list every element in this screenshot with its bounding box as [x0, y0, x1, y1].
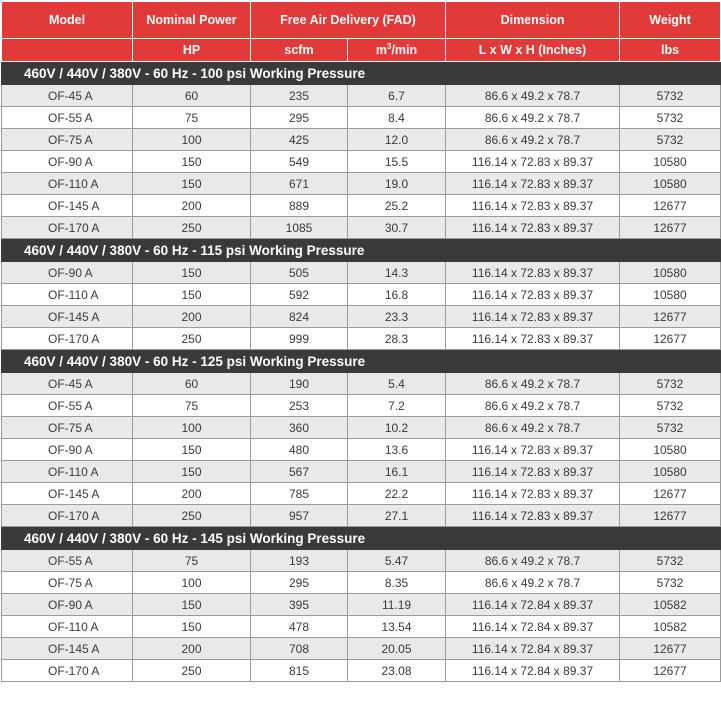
- cell-nominal-power: 150: [133, 461, 251, 483]
- cell-dimension: 116.14 x 72.83 x 89.37: [446, 173, 620, 195]
- cell-m3-min: 16.1: [348, 461, 446, 483]
- unit-model-empty: [2, 39, 133, 62]
- cell-nominal-power: 100: [133, 572, 251, 594]
- cell-weight: 10580: [620, 173, 721, 195]
- cell-scfm: 999: [251, 328, 348, 350]
- spec-table: [1, 1, 721, 682]
- cell-scfm: 567: [251, 461, 348, 483]
- cell-scfm: 253: [251, 395, 348, 417]
- cell-dimension: 116.14 x 72.83 x 89.37: [446, 217, 620, 239]
- table-row: [2, 328, 721, 350]
- cell-weight: 12677: [620, 505, 721, 527]
- cell-m3-min: 8.4: [348, 107, 446, 129]
- cell-scfm: 815: [251, 660, 348, 682]
- cell-m3-min: 30.7: [348, 217, 446, 239]
- cell-weight: 10580: [620, 284, 721, 306]
- cell-model: OF-75 A: [2, 129, 133, 151]
- table-row: [2, 262, 721, 284]
- cell-scfm: 480: [251, 439, 348, 461]
- header-dimension: Dimension: [446, 2, 620, 39]
- cell-m3-min: 15.5: [348, 151, 446, 173]
- table-row: [2, 550, 721, 572]
- cell-weight: 5732: [620, 417, 721, 439]
- cell-nominal-power: 75: [133, 395, 251, 417]
- cell-dimension: 116.14 x 72.83 x 89.37: [446, 284, 620, 306]
- cell-scfm: 295: [251, 107, 348, 129]
- cell-weight: 5732: [620, 129, 721, 151]
- cell-dimension: 116.14 x 72.83 x 89.37: [446, 439, 620, 461]
- cell-nominal-power: 250: [133, 328, 251, 350]
- table-row: [2, 572, 721, 594]
- table-row: [2, 638, 721, 660]
- section-title: 460V / 440V / 380V - 60 Hz - 125 psi Working Pressure: [2, 350, 721, 373]
- table-row: [2, 616, 721, 638]
- cell-dimension: 116.14 x 72.83 x 89.37: [446, 262, 620, 284]
- cell-nominal-power: 250: [133, 505, 251, 527]
- cell-model: OF-110 A: [2, 616, 133, 638]
- cell-dimension: 116.14 x 72.84 x 89.37: [446, 660, 620, 682]
- cell-model: OF-145 A: [2, 306, 133, 328]
- table-row: [2, 217, 721, 239]
- unit-m3-min: [348, 39, 446, 62]
- cell-nominal-power: 200: [133, 483, 251, 505]
- cell-dimension: 86.6 x 49.2 x 78.7: [446, 373, 620, 395]
- cell-scfm: 785: [251, 483, 348, 505]
- cell-m3-min: 8.35: [348, 572, 446, 594]
- cell-nominal-power: 150: [133, 594, 251, 616]
- cell-dimension: 86.6 x 49.2 x 78.7: [446, 550, 620, 572]
- table-row: [2, 195, 721, 217]
- cell-model: OF-75 A: [2, 572, 133, 594]
- cell-nominal-power: 75: [133, 107, 251, 129]
- table-header: [2, 2, 721, 62]
- cell-weight: 10580: [620, 439, 721, 461]
- cell-weight: 10580: [620, 461, 721, 483]
- cell-nominal-power: 250: [133, 217, 251, 239]
- cell-model: OF-90 A: [2, 151, 133, 173]
- cell-dimension: 86.6 x 49.2 x 78.7: [446, 107, 620, 129]
- cell-model: OF-90 A: [2, 439, 133, 461]
- cell-m3-min: 13.6: [348, 439, 446, 461]
- cell-weight: 12677: [620, 638, 721, 660]
- cell-scfm: 193: [251, 550, 348, 572]
- cell-m3-min: 28.3: [348, 328, 446, 350]
- unit-scfm: scfm: [251, 39, 348, 62]
- cell-nominal-power: 75: [133, 550, 251, 572]
- unit-m3-prefix: m: [375, 43, 387, 58]
- cell-nominal-power: 150: [133, 284, 251, 306]
- cell-model: OF-90 A: [2, 262, 133, 284]
- cell-m3-min: 22.2: [348, 483, 446, 505]
- cell-weight: 5732: [620, 572, 721, 594]
- cell-m3-min: 5.47: [348, 550, 446, 572]
- cell-weight: 12677: [620, 306, 721, 328]
- cell-scfm: 889: [251, 195, 348, 217]
- header-free-air-delivery: Free Air Delivery (FAD): [251, 2, 446, 39]
- cell-nominal-power: 100: [133, 417, 251, 439]
- cell-scfm: 957: [251, 505, 348, 527]
- cell-m3-min: 5.4: [348, 373, 446, 395]
- unit-dimension: L x W x H (Inches): [446, 39, 620, 62]
- table-row: [2, 439, 721, 461]
- cell-nominal-power: 150: [133, 439, 251, 461]
- cell-scfm: 671: [251, 173, 348, 195]
- cell-nominal-power: 150: [133, 173, 251, 195]
- cell-dimension: 116.14 x 72.84 x 89.37: [446, 594, 620, 616]
- cell-scfm: 360: [251, 417, 348, 439]
- cell-nominal-power: 100: [133, 129, 251, 151]
- cell-scfm: 549: [251, 151, 348, 173]
- cell-nominal-power: 60: [133, 373, 251, 395]
- section-title: 460V / 440V / 380V - 60 Hz - 145 psi Working Pressure: [2, 527, 721, 550]
- unit-hp: HP: [133, 39, 251, 62]
- cell-model: OF-110 A: [2, 284, 133, 306]
- cell-weight: 12677: [620, 328, 721, 350]
- cell-scfm: 505: [251, 262, 348, 284]
- cell-m3-min: 27.1: [348, 505, 446, 527]
- cell-nominal-power: 60: [133, 85, 251, 107]
- cell-model: OF-145 A: [2, 483, 133, 505]
- cell-model: OF-145 A: [2, 195, 133, 217]
- cell-m3-min: 16.8: [348, 284, 446, 306]
- cell-m3-min: 23.08: [348, 660, 446, 682]
- cell-dimension: 116.14 x 72.84 x 89.37: [446, 638, 620, 660]
- cell-scfm: 478: [251, 616, 348, 638]
- cell-model: OF-110 A: [2, 461, 133, 483]
- cell-model: OF-110 A: [2, 173, 133, 195]
- cell-nominal-power: 200: [133, 195, 251, 217]
- cell-dimension: 86.6 x 49.2 x 78.7: [446, 129, 620, 151]
- cell-scfm: 295: [251, 572, 348, 594]
- cell-dimension: 116.14 x 72.83 x 89.37: [446, 306, 620, 328]
- header-weight: Weight: [620, 2, 721, 39]
- cell-dimension: 86.6 x 49.2 x 78.7: [446, 417, 620, 439]
- table-row: [2, 85, 721, 107]
- cell-m3-min: 13.54: [348, 616, 446, 638]
- cell-dimension: 116.14 x 72.83 x 89.37: [446, 461, 620, 483]
- cell-weight: 10580: [620, 262, 721, 284]
- cell-m3-min: 7.2: [348, 395, 446, 417]
- cell-scfm: 190: [251, 373, 348, 395]
- cell-model: OF-90 A: [2, 594, 133, 616]
- cell-scfm: 235: [251, 85, 348, 107]
- cell-weight: 10582: [620, 594, 721, 616]
- cell-model: OF-55 A: [2, 550, 133, 572]
- cell-m3-min: 19.0: [348, 173, 446, 195]
- cell-m3-min: 23.3: [348, 306, 446, 328]
- cell-dimension: 86.6 x 49.2 x 78.7: [446, 395, 620, 417]
- cell-weight: 12677: [620, 483, 721, 505]
- table-row: [2, 417, 721, 439]
- table-row: [2, 395, 721, 417]
- cell-dimension: 116.14 x 72.84 x 89.37: [446, 616, 620, 638]
- section-header-row: [2, 350, 721, 373]
- cell-m3-min: 14.3: [348, 262, 446, 284]
- section-title: 460V / 440V / 380V - 60 Hz - 115 psi Working Pressure: [2, 239, 721, 262]
- cell-model: OF-170 A: [2, 660, 133, 682]
- cell-scfm: 425: [251, 129, 348, 151]
- cell-dimension: 116.14 x 72.83 x 89.37: [446, 483, 620, 505]
- cell-m3-min: 12.0: [348, 129, 446, 151]
- cell-nominal-power: 150: [133, 151, 251, 173]
- table-row: [2, 660, 721, 682]
- cell-weight: 5732: [620, 373, 721, 395]
- header-row-labels: [2, 2, 721, 39]
- cell-scfm: 824: [251, 306, 348, 328]
- cell-weight: 12677: [620, 660, 721, 682]
- cell-weight: 5732: [620, 107, 721, 129]
- cell-nominal-power: 200: [133, 306, 251, 328]
- cell-dimension: 86.6 x 49.2 x 78.7: [446, 85, 620, 107]
- cell-model: OF-45 A: [2, 373, 133, 395]
- table-row: [2, 373, 721, 395]
- cell-dimension: 116.14 x 72.83 x 89.37: [446, 505, 620, 527]
- cell-weight: 5732: [620, 550, 721, 572]
- section-header-row: [2, 527, 721, 550]
- cell-weight: 10580: [620, 151, 721, 173]
- header-nominal-power: Nominal Power: [133, 2, 251, 39]
- pressure-section: [2, 527, 721, 682]
- table-row: [2, 173, 721, 195]
- cell-m3-min: 11.19: [348, 594, 446, 616]
- cell-nominal-power: 250: [133, 660, 251, 682]
- table-row: [2, 505, 721, 527]
- cell-model: OF-170 A: [2, 505, 133, 527]
- unit-m3-superscript: 3: [386, 42, 392, 52]
- table-row: [2, 107, 721, 129]
- cell-weight: 10582: [620, 616, 721, 638]
- table-row: [2, 594, 721, 616]
- cell-dimension: 86.6 x 49.2 x 78.7: [446, 572, 620, 594]
- table-row: [2, 151, 721, 173]
- section-header-row: [2, 62, 721, 85]
- cell-scfm: 395: [251, 594, 348, 616]
- cell-scfm: 1085: [251, 217, 348, 239]
- cell-weight: 12677: [620, 195, 721, 217]
- cell-nominal-power: 150: [133, 616, 251, 638]
- table-row: [2, 306, 721, 328]
- cell-weight: 5732: [620, 85, 721, 107]
- cell-m3-min: 10.2: [348, 417, 446, 439]
- cell-m3-min: 20.05: [348, 638, 446, 660]
- table-row: [2, 129, 721, 151]
- header-row-units: [2, 39, 721, 62]
- cell-scfm: 592: [251, 284, 348, 306]
- section-title: 460V / 440V / 380V - 60 Hz - 100 psi Working Pressure: [2, 62, 721, 85]
- table-row: [2, 461, 721, 483]
- cell-model: OF-170 A: [2, 217, 133, 239]
- cell-dimension: 116.14 x 72.83 x 89.37: [446, 195, 620, 217]
- section-header-row: [2, 239, 721, 262]
- cell-model: OF-75 A: [2, 417, 133, 439]
- cell-model: OF-170 A: [2, 328, 133, 350]
- header-model: Model: [2, 2, 133, 39]
- cell-dimension: 116.14 x 72.83 x 89.37: [446, 328, 620, 350]
- cell-weight: 5732: [620, 395, 721, 417]
- cell-weight: 12677: [620, 217, 721, 239]
- cell-nominal-power: 200: [133, 638, 251, 660]
- unit-weight: lbs: [620, 39, 721, 62]
- pressure-section: [2, 239, 721, 350]
- table-row: [2, 483, 721, 505]
- cell-model: OF-45 A: [2, 85, 133, 107]
- cell-m3-min: 25.2: [348, 195, 446, 217]
- pressure-section: [2, 350, 721, 527]
- cell-model: OF-145 A: [2, 638, 133, 660]
- cell-scfm: 708: [251, 638, 348, 660]
- table-row: [2, 284, 721, 306]
- cell-model: OF-55 A: [2, 395, 133, 417]
- cell-dimension: 116.14 x 72.83 x 89.37: [446, 151, 620, 173]
- unit-m3-suffix: /min: [391, 43, 418, 58]
- pressure-section: [2, 62, 721, 239]
- cell-m3-min: 6.7: [348, 85, 446, 107]
- cell-nominal-power: 150: [133, 262, 251, 284]
- cell-model: OF-55 A: [2, 107, 133, 129]
